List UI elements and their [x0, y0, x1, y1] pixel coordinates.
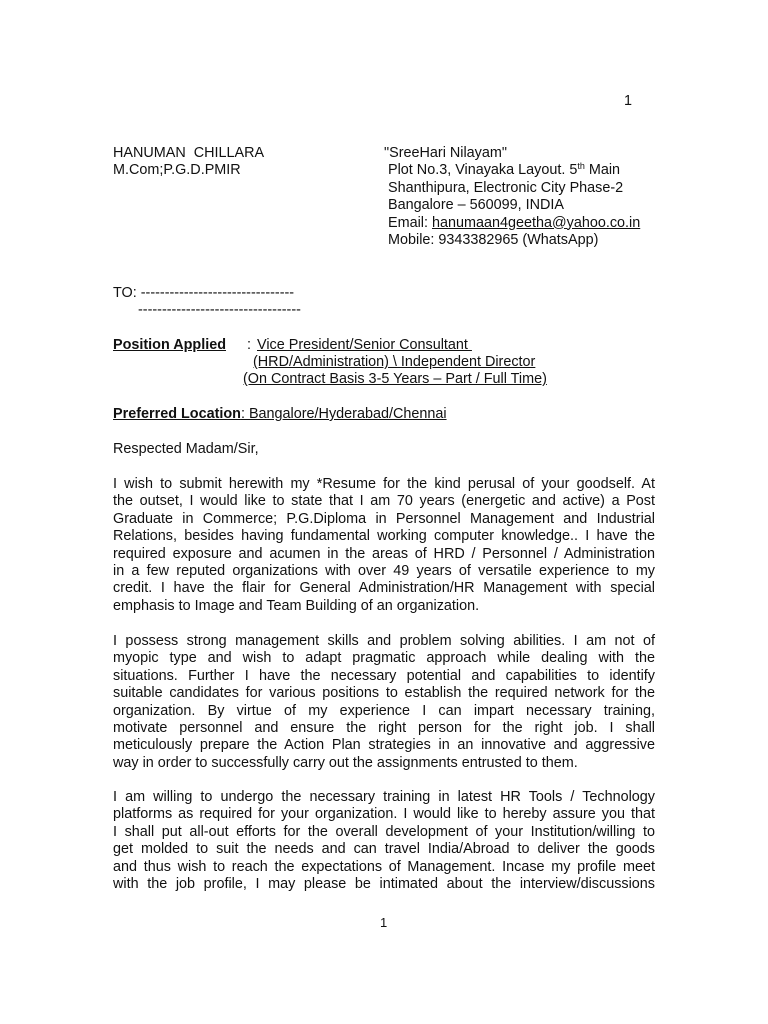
- page-number-top: 1: [624, 93, 633, 109]
- sender-block: [113, 145, 264, 180]
- paragraph-1: [113, 476, 655, 615]
- paragraph-line: situations. Further I have the necessary potential and capabilities to identify: [113, 667, 655, 684]
- paragraph-line: I shall put all-out efforts for the overall development of your Institution/willing to: [113, 823, 655, 840]
- to-label: TO:: [113, 285, 141, 301]
- paragraph-line: way in order to successfully carry out the assignments entrusted to them.: [113, 754, 578, 771]
- to-line-2: ----------------------------------: [138, 302, 301, 319]
- paragraph-line: with the job profile, I may please be intimated about the interview/discussions: [113, 876, 655, 893]
- paragraph-3: [113, 789, 655, 893]
- recipient-block: [113, 285, 301, 320]
- paragraph-line: motivate personnel and ensure the right person for the right job. I shall: [113, 720, 655, 737]
- mobile-line: Mobile: 9343382965 (WhatsApp): [388, 232, 599, 249]
- address-line-1-main: Plot No.3, Vinayaka Layout. 5: [388, 162, 578, 179]
- email-line: [384, 215, 640, 232]
- address-line-2: Shanthipura, Electronic City Phase-2: [388, 179, 624, 196]
- preferred-location-value: : Bangalore/Hyderabad/Chennai: [240, 406, 447, 422]
- paragraph-line: suitable candidates for various positions to establish the required network for the: [113, 685, 655, 702]
- position-line-2: (HRD/Administration) \ Independent Director: [253, 354, 536, 370]
- email-label: Email:: [388, 214, 432, 231]
- paragraph-line: myopic type and wish to adapt pragmatic approach while dealing with the: [113, 650, 655, 667]
- position-applied-label: Position Applied: [113, 337, 226, 353]
- paragraph-line: emphasis to Image and Team Building of an organization.: [113, 597, 480, 614]
- paragraph-line: I possess strong management skills and problem solving abilities. I am not of: [113, 633, 655, 649]
- address-line-1-end: Main: [584, 162, 621, 179]
- paragraph-line: Graduate in Commerce; P.G.Diploma in Personnel Management and Industrial: [113, 510, 655, 527]
- salutation: Respected Madam/Sir,: [113, 441, 259, 457]
- sender-qualification: M.Com;P.G.D.PMIR: [113, 162, 241, 179]
- to-line-1: --------------------------------: [140, 285, 295, 301]
- address-line-1: [384, 162, 640, 179]
- paragraph-line: in a few reputed organizations with over 49 years of versatile experience to my: [113, 563, 655, 580]
- paragraph-line: get molded to suit the needs and can travel India/Abroad to deliver the goods: [113, 841, 655, 858]
- paragraph-line: credit. I have the flair for General Administration/HR Management with special: [113, 580, 655, 597]
- address-line-3: Bangalore – 560099, INDIA: [388, 197, 565, 214]
- preferred-location-block: [113, 406, 447, 423]
- paragraph-line: the outset, I would like to state that I am 70 years (energetic and active) a Post: [113, 493, 655, 510]
- paragraph-line: I wish to submit herewith my *Resume for the kind perusal of your goodself. At: [113, 476, 655, 492]
- address-block: [384, 145, 640, 249]
- paragraph-line: and thus wish to reach the expectations of Management. Incase my profile meet: [113, 858, 655, 875]
- paragraph-2: [113, 633, 655, 772]
- position-colon: :: [247, 337, 251, 353]
- paragraph-line: meticulously prepare the Action Plan strategies in an innovative and aggressive: [113, 737, 655, 754]
- paragraph-line: I am willing to undergo the necessary training in latest HR Tools / Technology: [113, 789, 655, 805]
- preferred-location-label: Preferred Location: [113, 406, 241, 422]
- paragraph-line: organization. By virtue of my experience I can impart necessary training,: [113, 702, 655, 719]
- page-number-bottom: 1: [380, 915, 388, 930]
- paragraph-line: platforms as required for your organization. I would like to hereby assure you that: [113, 806, 655, 823]
- position-line-1: Vice President/Senior Consultant: [257, 337, 472, 353]
- sender-name: HANUMAN CHILLARA: [113, 145, 265, 161]
- paragraph-line: required exposure and acumen in the areas of HRD / Personnel / Administration: [113, 545, 655, 562]
- address-line-1-sup: th: [577, 161, 585, 172]
- address-house-name: "SreeHari Nilayam": [384, 145, 507, 161]
- paragraph-line: Relations, besides having fundamental working computer knowledge.. I have the: [113, 528, 655, 545]
- position-line-3: (On Contract Basis 3-5 Years – Part / Full Time): [243, 371, 547, 387]
- email-link[interactable]: hanumaan4geetha@yahoo.co.in: [431, 214, 641, 231]
